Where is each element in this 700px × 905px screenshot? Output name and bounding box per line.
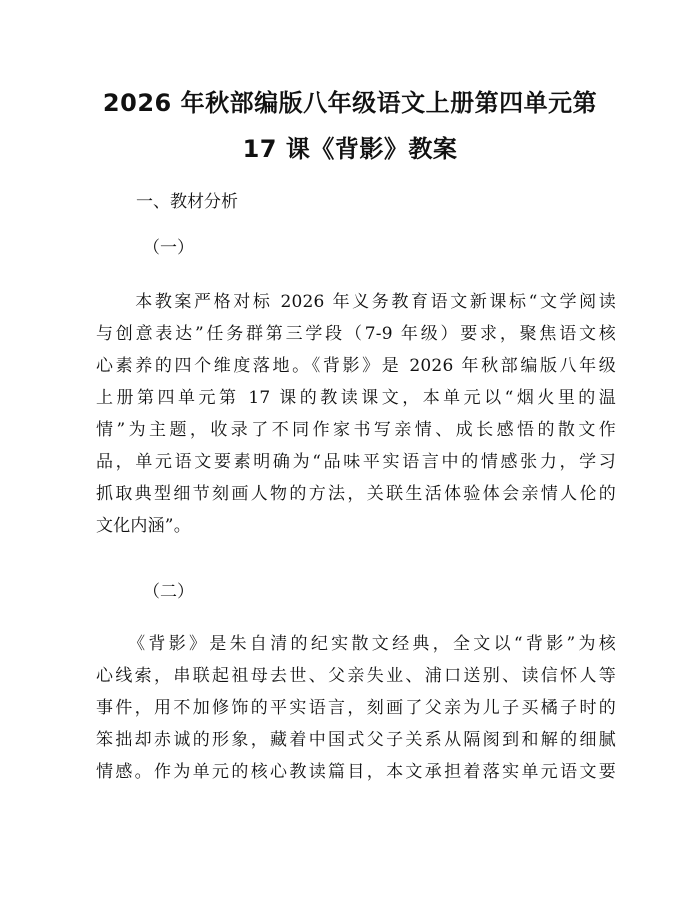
paragraph-1-line: 与创意表达”任务群第三学段（7-9 年级）要求，聚焦语文核 bbox=[96, 324, 616, 344]
paragraph-1-line: 心素养的四个维度落地。《背影》是 2026 年秋部编版八年级 bbox=[96, 356, 616, 376]
paragraph-1-line: 上册第四单元第 17 课的教读课文，本单元以“烟火里的温 bbox=[96, 388, 616, 408]
paragraph-1-line: 本教案严格对标 2026 年义务教育语文新课标“文学阅读 bbox=[96, 292, 616, 312]
sub-heading-one: （一） bbox=[143, 238, 194, 258]
sub-heading-two: （二） bbox=[143, 582, 194, 602]
paragraph-1-line: 文化内涵”。 bbox=[96, 516, 191, 536]
paragraph-1-line: 品，单元语文要素明确为“品味平实语言中的情感张力，学习 bbox=[96, 452, 616, 472]
paragraph-1-line: 情”为主题，收录了不同作家书写亲情、成长感悟的散文作 bbox=[96, 420, 616, 440]
paragraph-2-line: 心线索，串联起祖母去世、父亲失业、浦口送别、读信怀人等 bbox=[96, 666, 616, 686]
paragraph-1-line: 抓取典型细节刻画人物的方法，关联生活体验体会亲情人伦的 bbox=[96, 484, 616, 504]
paragraph-2-line: 情感。作为单元的核心教读篇目，本文承担着落实单元语文要 bbox=[96, 762, 616, 782]
section-heading-textbook-analysis: 一、教材分析 bbox=[136, 192, 238, 212]
paragraph-2-line: 《背影》是朱自清的纪实散文经典，全文以“背影”为核 bbox=[96, 634, 616, 654]
paragraph-2 bbox=[96, 628, 616, 788]
paragraph-2-line: 笨拙却赤诚的形象，藏着中国式父子关系从隔阂到和解的细腻 bbox=[96, 730, 616, 750]
document-title-line-2: 17 课《背影》教案 bbox=[242, 135, 458, 163]
paragraph-1 bbox=[96, 286, 616, 542]
paragraph-2-line: 事件，用不加修饰的平实语言，刻画了父亲为儿子买橘子时的 bbox=[96, 698, 616, 718]
document-title-line-1: 2026 年秋部编版八年级语文上册第四单元第 bbox=[102, 89, 598, 117]
